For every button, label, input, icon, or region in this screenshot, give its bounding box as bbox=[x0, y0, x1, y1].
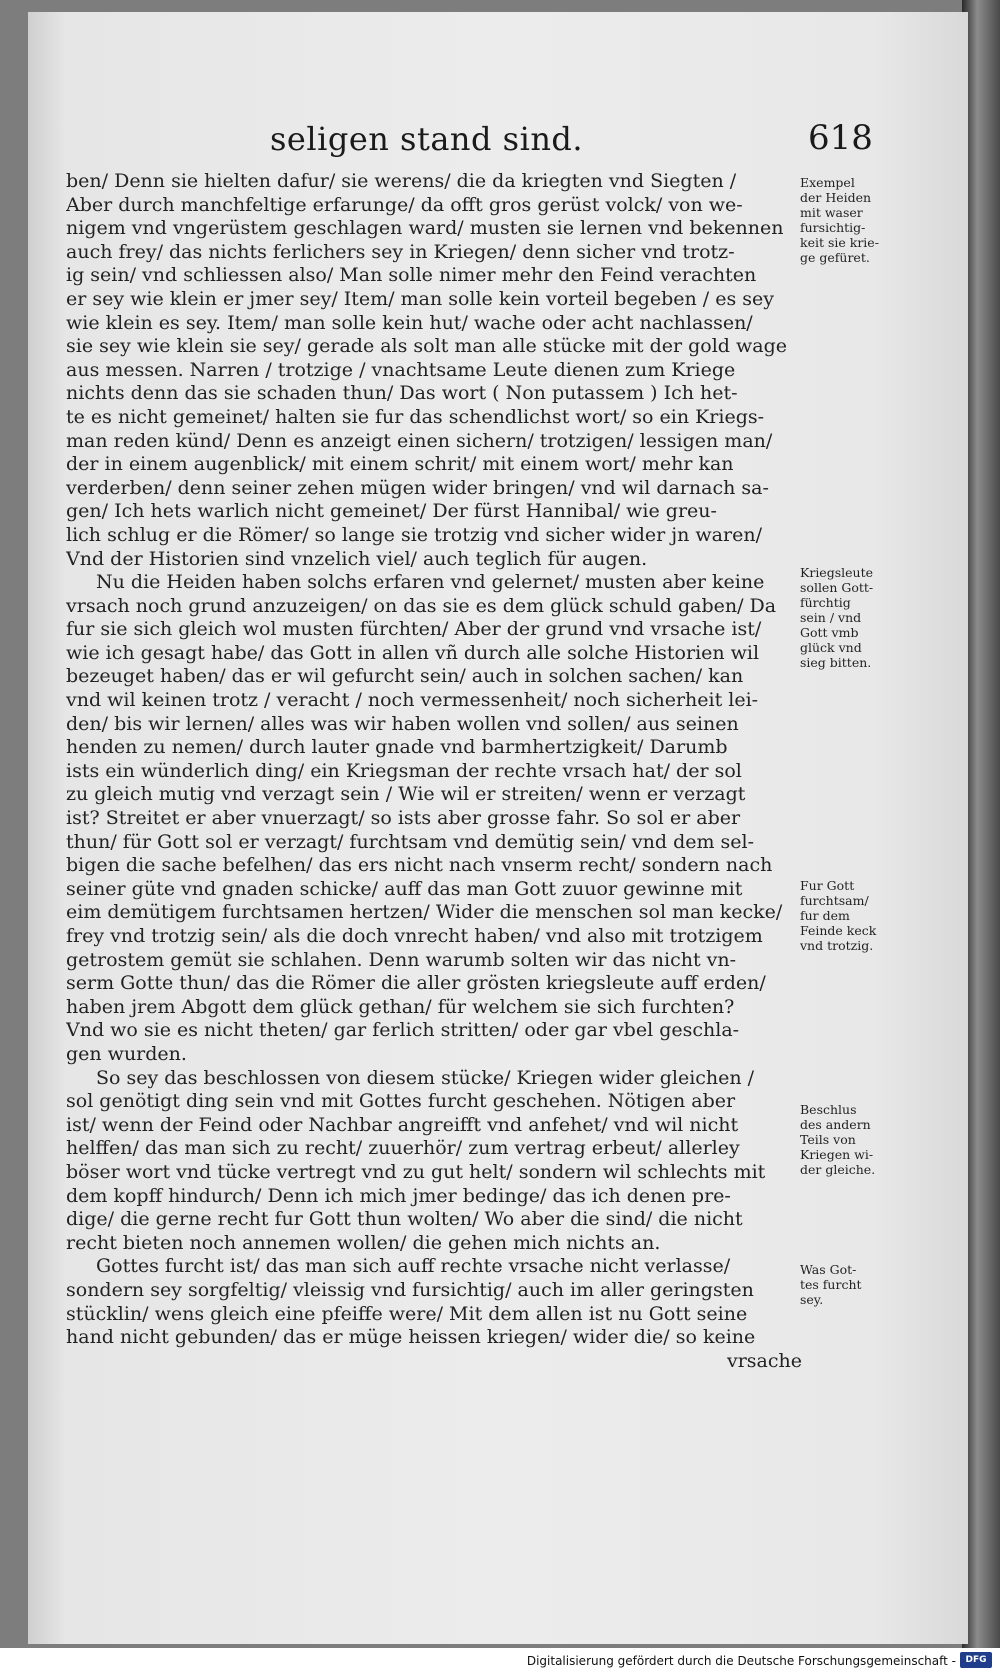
text-line: hand nicht gebunden/ das er müge heissen kriegen/ wider die/ so keine bbox=[66, 1326, 756, 1349]
marginal-note bbox=[800, 565, 902, 670]
funding-credit: Digitalisierung gefördert durch die Deutsche Forschungsgemeinschaft - bbox=[526, 1654, 956, 1668]
text-line: dige/ die gerne recht fur Gott thun wolten/ Wo aber die sind/ die nicht bbox=[66, 1208, 743, 1231]
text-line: getrostem gemüt sie schlahen. Denn warumb solten wir das nicht vn- bbox=[66, 948, 737, 971]
marginal-note-line: vnd trotzig. bbox=[800, 938, 874, 953]
text-line: vrsache bbox=[726, 1349, 802, 1372]
text-line: recht bieten noch annemen wollen/ die gehen mich nichts an. bbox=[66, 1231, 661, 1254]
text-line: seiner güte vnd gnaden schicke/ auff das man Gott zuuor gewinne mit bbox=[66, 877, 743, 900]
text-line: wie ich gesagt habe/ das Gott in allen vñ durch alle solche Historien wil bbox=[66, 641, 760, 664]
text-line: nigem vnd vngerüstem geschlagen ward/ musten sie lernen vnd bekennen bbox=[66, 217, 784, 240]
marginal-note-line: mit waser bbox=[800, 205, 863, 220]
marginal-note-line: Gott vmb bbox=[800, 625, 859, 640]
text-line: haben jrem Abgott dem glück gethan/ für welchem sie sich furchten? bbox=[66, 995, 735, 1018]
text-line: ist? Streitet er aber vnuerzagt/ so ists aber grosse fahr. So sol er aber bbox=[66, 807, 741, 830]
text-line: vrsach noch grund anzuzeigen/ on das sie es dem glück schuld gaben/ Da bbox=[66, 594, 777, 617]
text-line: ig sein/ vnd schliessen also/ Man solle nimer mehr den Feind verachten bbox=[66, 264, 757, 287]
marginal-note-line: Kriegen wi- bbox=[800, 1147, 874, 1162]
marginal-note-line: Was Got- bbox=[800, 1262, 857, 1277]
marginal-note-line: Teils von bbox=[800, 1132, 856, 1147]
text-line: Vnd der Historien sind vnzelich viel/ auch teglich für augen. bbox=[66, 547, 648, 570]
text-line: verderben/ denn seiner zehen mügen wider bringen/ vnd wil darnach sa- bbox=[66, 476, 769, 499]
marginal-note-line: keit sie krie- bbox=[800, 235, 879, 250]
marginal-note-line: fur dem bbox=[800, 908, 850, 923]
text-line: thun/ für Gott sol er verzagt/ furchtsam vnd demütig sein/ vnd dem sel- bbox=[66, 830, 755, 853]
text-line: den/ bis wir lernen/ alles was wir haben wollen vnd sollen/ aus seinen bbox=[66, 712, 739, 735]
text-line: So sey das beschlossen von diesem stücke/ Kriegen wider gleichen / bbox=[96, 1066, 755, 1089]
marginal-note-line: Feinde keck bbox=[800, 923, 877, 938]
text-line: er sey wie klein er jmer sey/ Item/ man solle kein vorteil begeben / es sey bbox=[66, 287, 774, 310]
text-line: gen wurden. bbox=[66, 1042, 187, 1065]
text-line: helffen/ das man sich zu recht/ zuuerhör/ zum vertrag erbeut/ allerley bbox=[66, 1137, 740, 1160]
marginal-note-line: sollen Gott- bbox=[800, 580, 874, 595]
marginal-note bbox=[800, 1262, 902, 1307]
marginal-note-line: des andern bbox=[800, 1117, 871, 1132]
text-line: sie sey wie klein sie sey/ gerade als solt man alle stücke mit der gold wage bbox=[66, 335, 787, 358]
marginal-note bbox=[800, 175, 902, 265]
marginal-note-line: Kriegsleute bbox=[800, 565, 873, 580]
marginal-note-line: sey. bbox=[800, 1292, 824, 1307]
text-line: ists ein wünderlich ding/ ein Kriegsman der rechte vrsach hat/ der sol bbox=[66, 759, 742, 782]
marginal-note-line: Fur Gott bbox=[800, 878, 855, 893]
marginal-note-line: furchtsam/ bbox=[800, 893, 869, 908]
text-line: gen/ Ich hets warlich nicht gemeinet/ Der fürst Hannibal/ wie greu- bbox=[66, 500, 717, 523]
text-line: auch frey/ das nichts ferlichers sey in Kriegen/ denn sicher vnd trotz- bbox=[66, 240, 735, 263]
marginal-note-line: Exempel bbox=[800, 175, 855, 190]
text-line: Gottes furcht ist/ das man sich auff rechte vrsache nicht verlasse/ bbox=[96, 1255, 731, 1278]
marginal-note-line: tes furcht bbox=[800, 1277, 862, 1292]
text-line: Aber durch manchfeltige erfarunge/ da offt gros gerüst volck/ von we- bbox=[66, 193, 743, 216]
body-text bbox=[66, 170, 802, 1373]
marginal-note-line: der gleiche. bbox=[800, 1162, 876, 1177]
text-line: ben/ Denn sie hielten dafur/ sie werens/ die da kriegten vnd Siegten / bbox=[66, 170, 737, 192]
text-line: dem kopff hindurch/ Denn ich mich jmer bedinge/ das ich denen pre- bbox=[66, 1184, 731, 1207]
text-line: man reden künd/ Denn es anzeigt einen sichern/ trotzigen/ lessigen man/ bbox=[66, 429, 773, 452]
text-line: nichts denn das sie schaden thun/ Das wort ( Non putassem ) Ich het- bbox=[66, 382, 738, 405]
marginal-note-line: glück vnd bbox=[800, 640, 862, 655]
marginal-note-line: fursichtig- bbox=[800, 220, 866, 235]
text-line: vnd wil keinen trotz / veracht / noch vermessenheit/ noch sicherheit lei- bbox=[66, 689, 759, 712]
text-line: Vnd wo sie es nicht theten/ gar ferlich stritten/ oder gar vbel geschla- bbox=[66, 1019, 740, 1042]
text-line: böser wort vnd tücke vertregt vnd zu gut helt/ sondern wil schlechts mit bbox=[66, 1160, 766, 1183]
text-line: stücklin/ wens gleich eine pfeiffe were/ Mit dem allen ist nu Gott seine bbox=[66, 1302, 748, 1325]
text-line: bigen die sache befelhen/ das ers nicht nach vnserm recht/ sondern nach bbox=[66, 854, 773, 877]
text-line: aus messen. Narren / trotzige / vnachtsame Leute dienen zum Kriege bbox=[66, 358, 736, 381]
marginal-note-line: ge gefüret. bbox=[800, 250, 870, 265]
marginal-note-line: Beschlus bbox=[800, 1102, 857, 1117]
text-line: frey vnd trotzig sein/ als die doch vnrecht haben/ vnd also mit trotzigem bbox=[66, 925, 763, 947]
page-number: 618 bbox=[808, 118, 873, 158]
text-line: te es nicht gemeinet/ halten sie fur das schendlichst wort/ so ein Kriegs- bbox=[66, 405, 765, 428]
text-line: bezeuget haben/ das er wil gefurcht sein/ auch in solchen sachen/ kan bbox=[66, 665, 744, 688]
marginal-note bbox=[800, 1102, 902, 1177]
text-line: lich schlug er die Römer/ so lange sie trotzig vnd sicher wider jn waren/ bbox=[66, 523, 762, 546]
text-line: Nu die Heiden haben solchs erfaren vnd gelernet/ musten aber keine bbox=[96, 571, 765, 594]
marginal-note-line: sieg bitten. bbox=[800, 655, 872, 670]
running-head: seligen stand sind. bbox=[270, 120, 584, 158]
text-line: sol genötigt ding sein vnd mit Gottes furcht geschehen. Nötigen aber bbox=[66, 1090, 736, 1113]
marginal-note-line: sein / vnd bbox=[800, 610, 862, 625]
text-line: ist/ wenn der Feind oder Nachbar angreifft vnd anfehet/ vnd wil nicht bbox=[66, 1113, 739, 1136]
marginal-note-line: fürchtig bbox=[800, 595, 851, 610]
text-line: serm Gotte thun/ das die Römer die aller grösten kriegsleute auff erden/ bbox=[66, 972, 766, 995]
text-line: fur sie sich gleich wol musten fürchten/ Aber der grund vnd vrsache ist/ bbox=[66, 618, 762, 641]
text-line: sondern sey sorgfeltig/ vleissig vnd fursichtig/ auch im aller geringsten bbox=[66, 1278, 754, 1301]
marginal-note bbox=[800, 878, 902, 953]
marginal-note-line: der Heiden bbox=[800, 190, 872, 205]
text-line: wie klein es sey. Item/ man solle kein hut/ wache oder acht nachlassen/ bbox=[66, 311, 753, 334]
text-line: eim demütigem furchtsamen hertzen/ Wider die menschen sol man kecke/ bbox=[66, 901, 783, 924]
dfg-logo: DFG bbox=[960, 1652, 992, 1668]
text-line: zu gleich mutig vnd verzagt sein / Wie wil er streiten/ wenn er verzagt bbox=[66, 783, 746, 806]
text-line: der in einem augenblick/ mit einem schrit/ mit einem wort/ mehr kan bbox=[66, 453, 734, 476]
text-line: henden zu nemen/ durch lauter gnade vnd barmhertzigkeit/ Darumb bbox=[66, 736, 728, 759]
